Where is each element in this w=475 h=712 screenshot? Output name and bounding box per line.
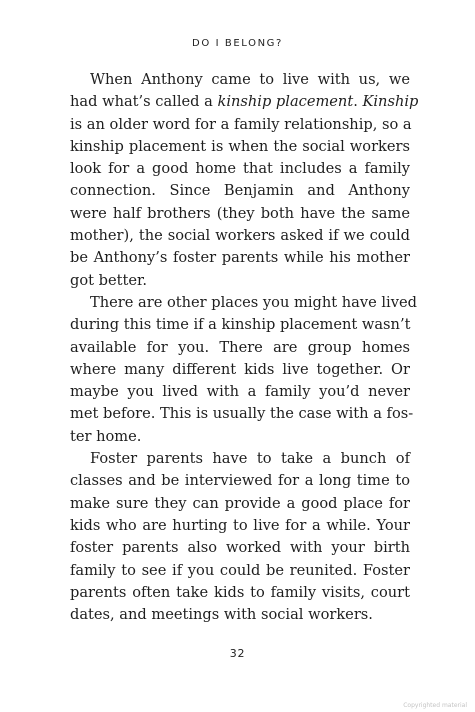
text-line xyxy=(70,292,417,314)
text-run: kids who are hurting to live for a while. Your xyxy=(70,516,410,534)
text-run: ter home. xyxy=(70,427,142,445)
text-line xyxy=(70,560,410,582)
text-line xyxy=(70,493,410,515)
text-line xyxy=(70,136,410,158)
text-line xyxy=(70,381,410,403)
text-line xyxy=(70,582,410,604)
text-line xyxy=(70,225,410,247)
text-line xyxy=(70,448,410,470)
running-head: DO I BELONG? xyxy=(192,38,283,49)
italic-term: kinship placement xyxy=(217,93,354,111)
text-line xyxy=(70,203,410,225)
text-run: parents often take kids to family visits, court xyxy=(70,583,410,601)
text-run: is an older word for a family relationship, so a xyxy=(70,115,412,133)
text-line xyxy=(70,270,410,292)
text-line xyxy=(70,604,410,626)
text-run: during this time if a kinship placement wasn’t xyxy=(70,316,411,334)
text-run: be Anthony’s foster parents while his mother xyxy=(70,249,410,267)
text-line xyxy=(70,470,410,492)
text-line xyxy=(70,537,410,559)
text-run: had what’s called a xyxy=(70,93,218,111)
text-run: were half brothers (they both have the same xyxy=(70,204,410,222)
text-line xyxy=(70,403,414,425)
text-line xyxy=(70,69,410,91)
paragraph xyxy=(70,448,410,626)
text-run: Foster parents have to take a bunch of xyxy=(90,450,410,468)
text-run: where many different kids live together. Or xyxy=(70,360,410,378)
text-run: connection. Since Benjamin and Anthony xyxy=(70,182,410,200)
paragraph xyxy=(70,69,419,292)
page-number: 32 xyxy=(229,647,246,660)
text-line xyxy=(70,180,410,202)
text-line xyxy=(70,515,410,537)
text-run: There are other places you might have lived xyxy=(90,293,417,311)
text-line xyxy=(70,337,410,359)
text-run: got better. xyxy=(70,271,147,289)
text-line xyxy=(70,158,410,180)
text-run: family to see if you could be reunited. Foster xyxy=(70,561,410,579)
text-line xyxy=(70,114,410,136)
text-run: kinship placement is when the social workers xyxy=(70,137,410,155)
text-run: classes and be interviewed for a long time to xyxy=(70,472,410,490)
text-run: mother), the social workers asked if we could xyxy=(70,227,410,245)
text-run: make sure they can provide a good place for xyxy=(70,494,410,512)
text-line xyxy=(70,247,410,269)
text-run: look for a good home that includes a family xyxy=(70,160,410,178)
text-line xyxy=(70,426,410,448)
text-line xyxy=(70,359,410,381)
text-line xyxy=(70,91,419,113)
text-line xyxy=(70,314,410,336)
text-run: met before. This is usually the case with a fos- xyxy=(70,405,414,423)
text-run: . xyxy=(353,93,363,111)
text-run: maybe you lived with a family you’d never xyxy=(70,383,410,401)
body-text xyxy=(70,69,419,626)
text-run: dates, and meetings with social workers. xyxy=(70,606,373,624)
text-run: When Anthony came to live with us, we xyxy=(90,71,410,88)
italic-term: Kinship xyxy=(362,93,419,111)
copyright-watermark: Copyrighted material xyxy=(403,702,467,709)
text-run: foster parents also worked with your birth xyxy=(70,539,410,557)
text-run: available for you. There are group homes xyxy=(70,338,410,356)
paragraph xyxy=(70,292,417,448)
